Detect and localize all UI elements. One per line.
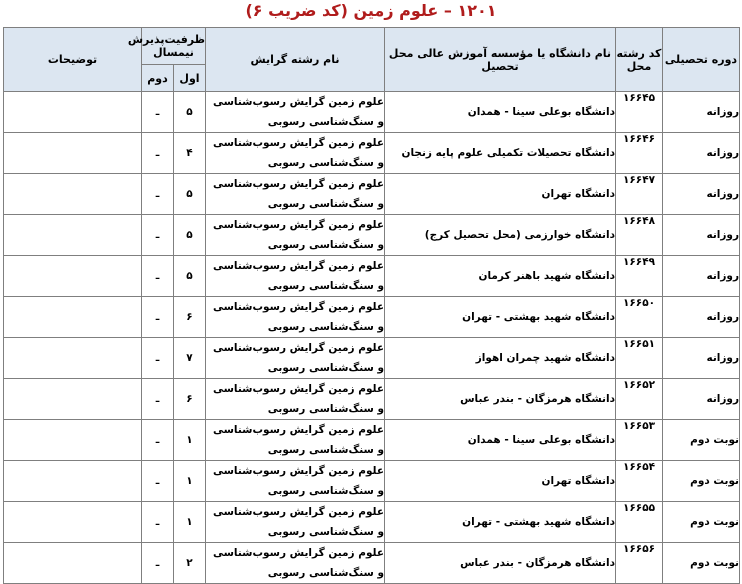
period-cell: نوبت دوم — [663, 502, 740, 543]
capacity-first-cell: ۲ — [174, 543, 206, 584]
capacity-second-cell: ـ — [142, 174, 174, 215]
header-second-semester: دوم — [142, 65, 174, 92]
field-cell: علوم زمین گرایش رسوب‌شناسی و سنگ‌شناسی رسوبی — [206, 297, 385, 338]
capacity-second-cell: ـ — [142, 133, 174, 174]
capacity-first-cell: ۵ — [174, 174, 206, 215]
code-cell: ۱۶۶۵۱ — [616, 338, 663, 379]
field-cell: علوم زمین گرایش رسوب‌شناسی و سنگ‌شناسی رسوبی — [206, 502, 385, 543]
header-first-semester: اول — [174, 65, 206, 92]
field-cell: علوم زمین گرایش رسوب‌شناسی و سنگ‌شناسی رسوبی — [206, 420, 385, 461]
code-cell: ۱۶۶۴۵ — [616, 92, 663, 133]
notes-cell — [4, 379, 142, 420]
code-cell: ۱۶۶۵۵ — [616, 502, 663, 543]
capacity-second-cell: ـ — [142, 297, 174, 338]
capacity-first-cell: ۷ — [174, 338, 206, 379]
period-cell: نوبت دوم — [663, 420, 740, 461]
notes-cell — [4, 461, 142, 502]
code-cell: ۱۶۶۵۶ — [616, 543, 663, 584]
code-cell: ۱۶۶۵۰ — [616, 297, 663, 338]
table-row — [4, 256, 740, 297]
table-row — [4, 461, 740, 502]
field-cell: علوم زمین گرایش رسوب‌شناسی و سنگ‌شناسی رسوبی — [206, 174, 385, 215]
code-cell: ۱۶۶۴۸ — [616, 215, 663, 256]
table-row — [4, 338, 740, 379]
university-cell: دانشگاه هرمزگان - بندر عباس — [385, 543, 616, 584]
table-row — [4, 133, 740, 174]
period-cell: روزانه — [663, 174, 740, 215]
capacity-first-cell: ۶ — [174, 297, 206, 338]
capacity-first-cell: ۵ — [174, 92, 206, 133]
capacity-first-cell: ۱ — [174, 461, 206, 502]
code-cell: ۱۶۶۵۳ — [616, 420, 663, 461]
header-period: دوره تحصیلی — [663, 28, 740, 92]
code-cell: ۱۶۶۴۷ — [616, 174, 663, 215]
notes-cell — [4, 297, 142, 338]
period-cell: نوبت دوم — [663, 543, 740, 584]
table-row — [4, 174, 740, 215]
page-title: ۱۲۰۱ – علوم زمین (کد ضریب ۶) — [245, 1, 497, 20]
university-cell: دانشگاه هرمزگان - بندر عباس — [385, 379, 616, 420]
university-cell: دانشگاه تحصیلات تکمیلی علوم پایه زنجان — [385, 133, 616, 174]
period-cell: روزانه — [663, 379, 740, 420]
notes-cell — [4, 502, 142, 543]
period-cell: نوبت دوم — [663, 461, 740, 502]
code-cell: ۱۶۶۵۴ — [616, 461, 663, 502]
notes-cell — [4, 338, 142, 379]
capacity-first-cell: ۱ — [174, 420, 206, 461]
capacity-first-cell: ۵ — [174, 215, 206, 256]
field-cell: علوم زمین گرایش رسوب‌شناسی و سنگ‌شناسی رسوبی — [206, 379, 385, 420]
university-cell: دانشگاه بوعلی سینا - همدان — [385, 92, 616, 133]
university-cell: دانشگاه خوارزمی (محل تحصیل کرج) — [385, 215, 616, 256]
field-cell: علوم زمین گرایش رسوب‌شناسی و سنگ‌شناسی رسوبی — [206, 215, 385, 256]
university-cell: دانشگاه شهید بهشتی - تهران — [385, 502, 616, 543]
notes-cell — [4, 256, 142, 297]
capacity-first-cell: ۵ — [174, 256, 206, 297]
field-cell: علوم زمین گرایش رسوب‌شناسی و سنگ‌شناسی رسوبی — [206, 133, 385, 174]
capacity-second-cell: ـ — [142, 420, 174, 461]
capacity-second-cell: ـ — [142, 92, 174, 133]
university-cell: دانشگاه شهید چمران اهواز — [385, 338, 616, 379]
field-cell: علوم زمین گرایش رسوب‌شناسی و سنگ‌شناسی رسوبی — [206, 256, 385, 297]
field-cell: علوم زمین گرایش رسوب‌شناسی و سنگ‌شناسی رسوبی — [206, 92, 385, 133]
capacity-first-cell: ۶ — [174, 379, 206, 420]
notes-cell — [4, 543, 142, 584]
notes-cell — [4, 174, 142, 215]
header-university: نام دانشگاه یا مؤسسه آموزش عالی محل تحصیل — [385, 28, 616, 92]
notes-cell — [4, 420, 142, 461]
university-cell: دانشگاه تهران — [385, 174, 616, 215]
table-row — [4, 543, 740, 584]
capacity-second-cell: ـ — [142, 461, 174, 502]
table-row — [4, 379, 740, 420]
period-cell: روزانه — [663, 297, 740, 338]
field-cell: علوم زمین گرایش رسوب‌شناسی و سنگ‌شناسی رسوبی — [206, 338, 385, 379]
capacity-second-cell: ـ — [142, 215, 174, 256]
notes-cell — [4, 215, 142, 256]
notes-cell — [4, 133, 142, 174]
capacity-second-cell: ـ — [142, 256, 174, 297]
period-cell: روزانه — [663, 92, 740, 133]
code-cell: ۱۶۶۴۶ — [616, 133, 663, 174]
header-field: نام رشته گرایش — [206, 28, 385, 92]
header-code: کد رشته محل — [616, 28, 663, 92]
university-cell: دانشگاه شهید باهنر کرمان — [385, 256, 616, 297]
table-row — [4, 420, 740, 461]
code-cell: ۱۶۶۵۲ — [616, 379, 663, 420]
field-cell: علوم زمین گرایش رسوب‌شناسی و سنگ‌شناسی رسوبی — [206, 461, 385, 502]
table-row — [4, 92, 740, 133]
code-cell: ۱۶۶۴۹ — [616, 256, 663, 297]
university-cell: دانشگاه بوعلی سینا - همدان — [385, 420, 616, 461]
table-row — [4, 297, 740, 338]
header-notes: توضیحات — [4, 28, 142, 92]
field-cell: علوم زمین گرایش رسوب‌شناسی و سنگ‌شناسی رسوبی — [206, 543, 385, 584]
period-cell: روزانه — [663, 215, 740, 256]
notes-cell — [4, 92, 142, 133]
period-cell: روزانه — [663, 338, 740, 379]
admission-table — [3, 27, 740, 584]
table-row — [4, 502, 740, 543]
capacity-second-cell: ـ — [142, 338, 174, 379]
capacity-second-cell: ـ — [142, 502, 174, 543]
capacity-first-cell: ۱ — [174, 502, 206, 543]
capacity-second-cell: ـ — [142, 379, 174, 420]
university-cell: دانشگاه شهید بهشتی - تهران — [385, 297, 616, 338]
period-cell: روزانه — [663, 256, 740, 297]
capacity-first-cell: ۴ — [174, 133, 206, 174]
table-row — [4, 215, 740, 256]
period-cell: روزانه — [663, 133, 740, 174]
header-capacity: ظرفیت‌پذیرش نیمسال — [142, 28, 206, 65]
capacity-second-cell: ـ — [142, 543, 174, 584]
university-cell: دانشگاه تهران — [385, 461, 616, 502]
